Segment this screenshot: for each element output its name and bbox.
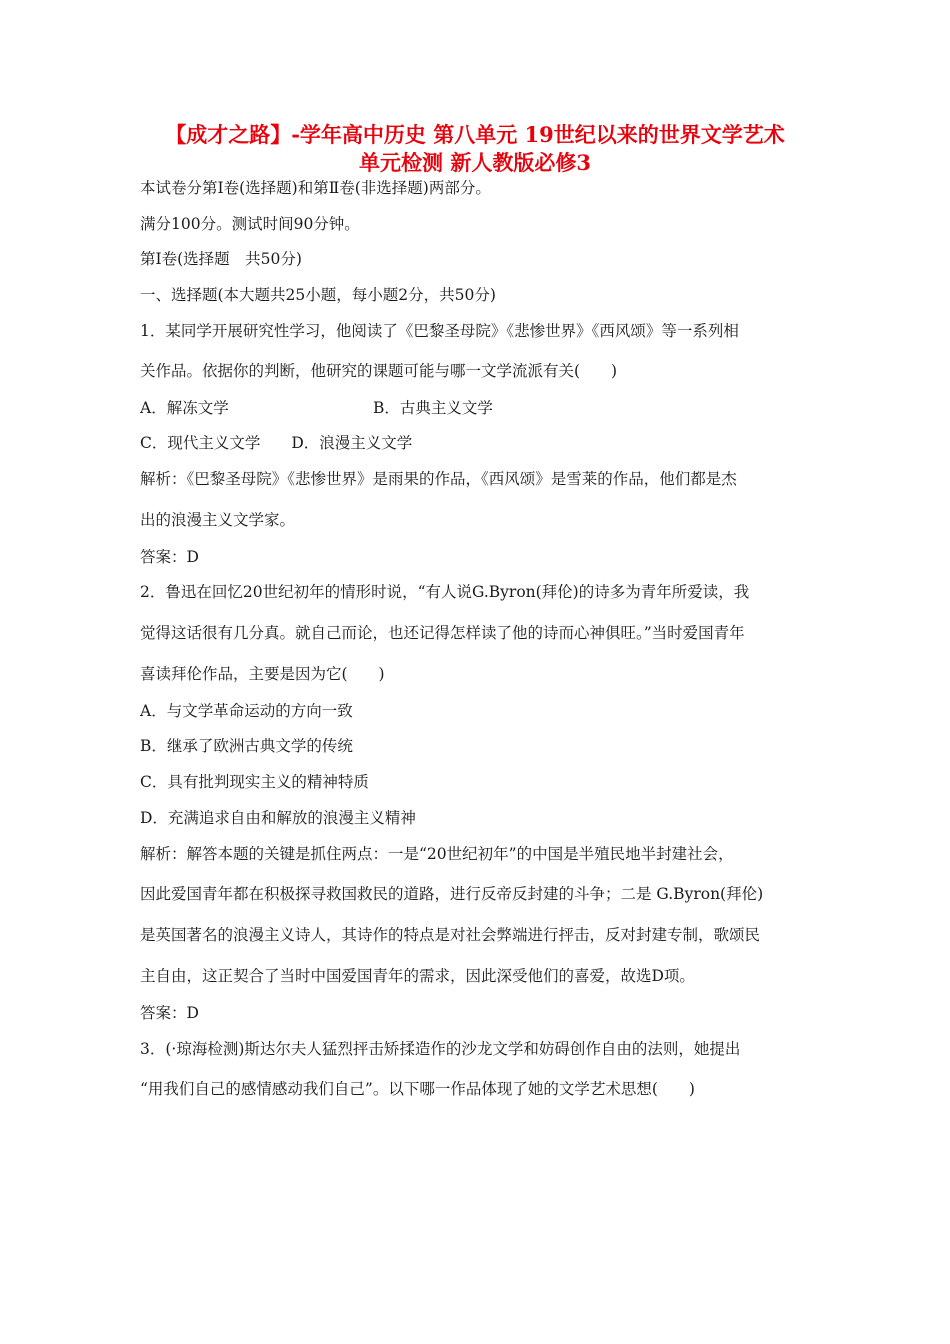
question-1-option-a: A．解冻文学 (140, 399, 229, 417)
question-2-stem-line-2: 觉得这话很有几分真。就自己而论，也还记得怎样读了他的诗而心神俱旺。”当时爱国青年 (140, 624, 745, 642)
intro-text: 本试卷分第Ⅰ卷(选择题)和第Ⅱ卷(非选择题)两部分。 (140, 179, 491, 197)
question-2-option-a: A．与文学革命运动的方向一致 (140, 702, 353, 720)
question-1-explanation-line-2: 出的浪漫主义文学家。 (140, 511, 296, 529)
question-3-stem-line-1: 3．(·琼海检测)斯达尔夫人猛烈抨击矫揉造作的沙龙文学和妨碍创作自由的法则，她提出 (140, 1040, 741, 1058)
question-1-options-ab (140, 397, 493, 419)
question-2-stem-line-1: 2．鲁迅在回忆20世纪初年的情形时说，“有人说G.Byron(拜伦)的诗多为青年所爱读，我 (140, 583, 750, 601)
part-heading: 第Ⅰ卷(选择题 共50分) (140, 250, 302, 268)
question-1-explanation-line-1: 解析：《巴黎圣母院》《悲惨世界》是雨果的作品，《西风颂》是雪莱的作品，他们都是杰 (140, 470, 737, 488)
question-3-stem-line-2: “用我们自己的感情感动我们自己”。以下哪一作品体现了她的文学艺术思想( ) (140, 1080, 695, 1098)
section-heading: 一、选择题(本大题共25小题，每小题2分，共50分) (140, 286, 496, 304)
question-2-explanation-line-3: 是英国著名的浪漫主义诗人，其诗作的特点是对社会弊端进行抨击，反对封建专制，歌颂民 (140, 926, 761, 944)
question-1-options-cd: C．现代主义文学 D．浪漫主义文学 (140, 434, 413, 452)
document-title-line-1: 【成才之路】-学年高中历史 第八单元 19世纪以来的世界文学艺术 (165, 122, 785, 147)
question-2-answer: 答案：D (140, 1004, 199, 1022)
question-2-explanation-line-4: 主自由，这正契合了当时中国爱国青年的需求，因此深受他们的喜爱，故选D项。 (140, 967, 695, 985)
question-2-option-b: B．继承了欧洲古典文学的传统 (140, 737, 353, 755)
question-2-explanation-line-2: 因此爱国青年都在积极探寻救国救民的道路，进行反帝反封建的斗争；二是 G.Byron(拜伦) (140, 885, 764, 903)
document-title-line-2: 单元检测 新人教版必修3 (359, 150, 591, 175)
intro-score-time: 满分100分。测试时间90分钟。 (140, 215, 360, 233)
question-1-answer: 答案：D (140, 548, 199, 566)
question-2-explanation-line-1: 解析：解答本题的关键是抓住两点：一是“20世纪初年”的中国是半殖民地半封建社会， (140, 845, 734, 863)
question-1-stem-line-2: 关作品。依据你的判断，他研究的课题可能与哪一文学流派有关( ) (140, 362, 618, 380)
question-2-option-d: D．充满追求自由和解放的浪漫主义精神 (140, 809, 416, 827)
question-2-option-c: C．具有批判现实主义的精神特质 (140, 773, 369, 791)
question-2-stem-line-3: 喜读拜伦作品，主要是因为它( ) (140, 665, 385, 683)
question-1-stem-line-1: 1．某同学开展研究性学习，他阅读了《巴黎圣母院》《悲惨世界》《西风颂》等一系列相 (140, 322, 739, 340)
question-1-option-b: B．古典主义文学 (373, 399, 493, 417)
